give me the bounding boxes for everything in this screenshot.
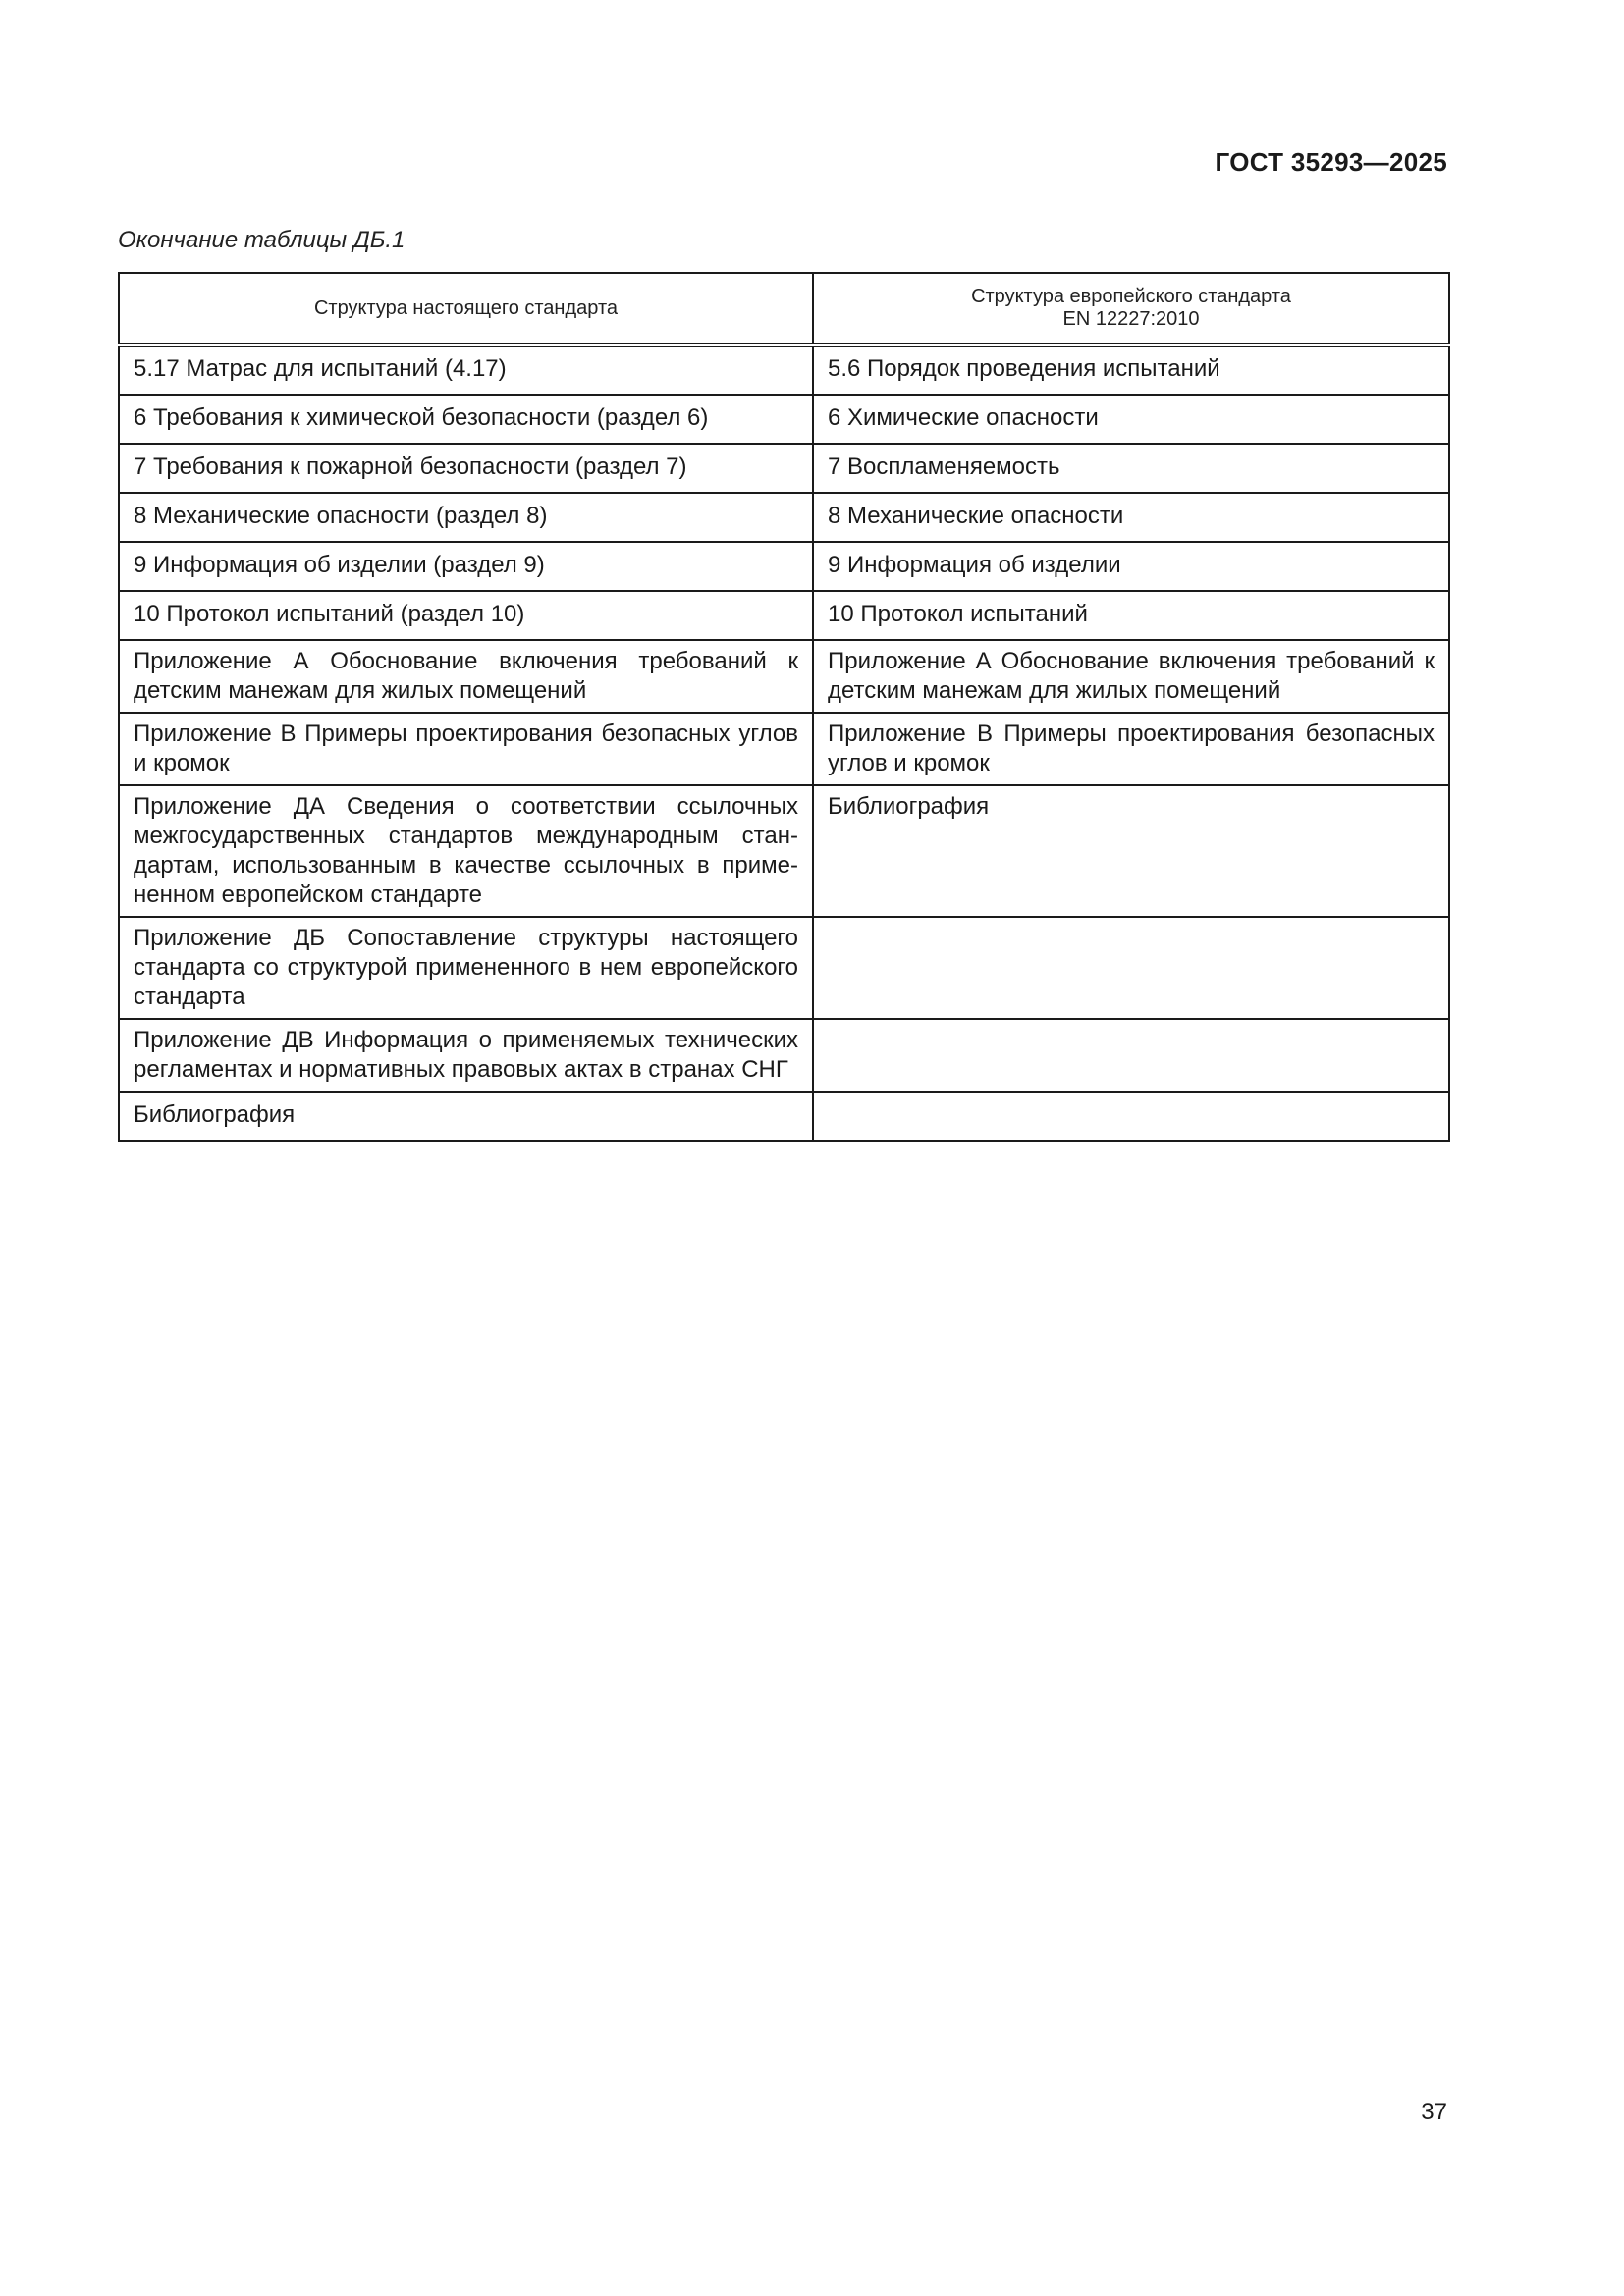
column-header-label: Структура европейского стандарта <box>971 286 1291 307</box>
table-row <box>119 917 1449 1019</box>
table-row <box>119 493 1449 542</box>
structure-comparison-table <box>118 272 1450 1142</box>
table-row <box>119 395 1449 444</box>
table-row <box>119 591 1449 640</box>
cell-european-standard: Приложение А Обоснование включения требований к детским манежам для жилых помещений <box>813 640 1449 713</box>
column-header-current-standard <box>119 273 813 345</box>
cell-european-standard <box>813 917 1449 1019</box>
table-row <box>119 1092 1449 1141</box>
cell-current-standard: 8 Механические опасности (раздел 8) <box>119 493 813 542</box>
column-header-european-standard <box>813 273 1449 345</box>
cell-european-standard: 10 Протокол испытаний <box>813 591 1449 640</box>
table-row <box>119 1019 1449 1092</box>
table-row <box>119 640 1449 713</box>
column-header-standard-number: EN 12227:2010 <box>1062 308 1200 330</box>
table-row <box>119 542 1449 591</box>
cell-european-standard: 7 Воспламеняемость <box>813 444 1449 493</box>
page-number: 37 <box>1421 2099 1447 2125</box>
cell-european-standard <box>813 1019 1449 1092</box>
cell-current-standard: 9 Информация об изделии (раздел 9) <box>119 542 813 591</box>
cell-current-standard: Приложение ДА Сведения о соответствии ссылочных межгосударственных стандартов международным стандартам, использованным в качестве ссылочных в примененном европейском стандарте <box>119 785 813 917</box>
cell-current-standard: 10 Протокол испытаний (раздел 10) <box>119 591 813 640</box>
table-row <box>119 444 1449 493</box>
column-header-label: Структура настоящего стандарта <box>313 296 619 319</box>
table-row <box>119 345 1449 395</box>
cell-european-standard: Приложение В Примеры проектирования безопасных углов и кромок <box>813 713 1449 785</box>
cell-current-standard: Библиография <box>119 1092 813 1141</box>
table-row <box>119 785 1449 917</box>
cell-current-standard: 6 Требования к химической безопасности (раздел 6) <box>119 395 813 444</box>
table-caption: Окончание таблицы ДБ.1 <box>118 227 406 253</box>
cell-current-standard: Приложение А Обоснование включения требований к детским манежам для жилых помещений <box>119 640 813 713</box>
cell-current-standard: Приложение В Примеры проектирования безопасных углов и кромок <box>119 713 813 785</box>
table-row <box>119 713 1449 785</box>
cell-current-standard: Приложение ДВ Информация о применяемых технических регламентах и нормативных правовых актах в странах СНГ <box>119 1019 813 1092</box>
cell-european-standard: 5.6 Порядок проведения испытаний <box>813 345 1449 395</box>
cell-european-standard: Библиография <box>813 785 1449 917</box>
cell-european-standard: 8 Механические опасности <box>813 493 1449 542</box>
cell-current-standard: 7 Требования к пожарной безопасности (раздел 7) <box>119 444 813 493</box>
cell-european-standard <box>813 1092 1449 1141</box>
document-standard-code: ГОСТ 35293—2025 <box>1215 147 1447 177</box>
cell-current-standard: 5.17 Матрас для испытаний (4.17) <box>119 345 813 395</box>
cell-european-standard: 9 Информация об изделии <box>813 542 1449 591</box>
cell-current-standard: Приложение ДБ Сопоставление структуры настоящего стандарта со структурой примененного в нем европейского стандарта <box>119 917 813 1019</box>
cell-european-standard: 6 Химические опасности <box>813 395 1449 444</box>
table-header-row <box>119 273 1449 345</box>
